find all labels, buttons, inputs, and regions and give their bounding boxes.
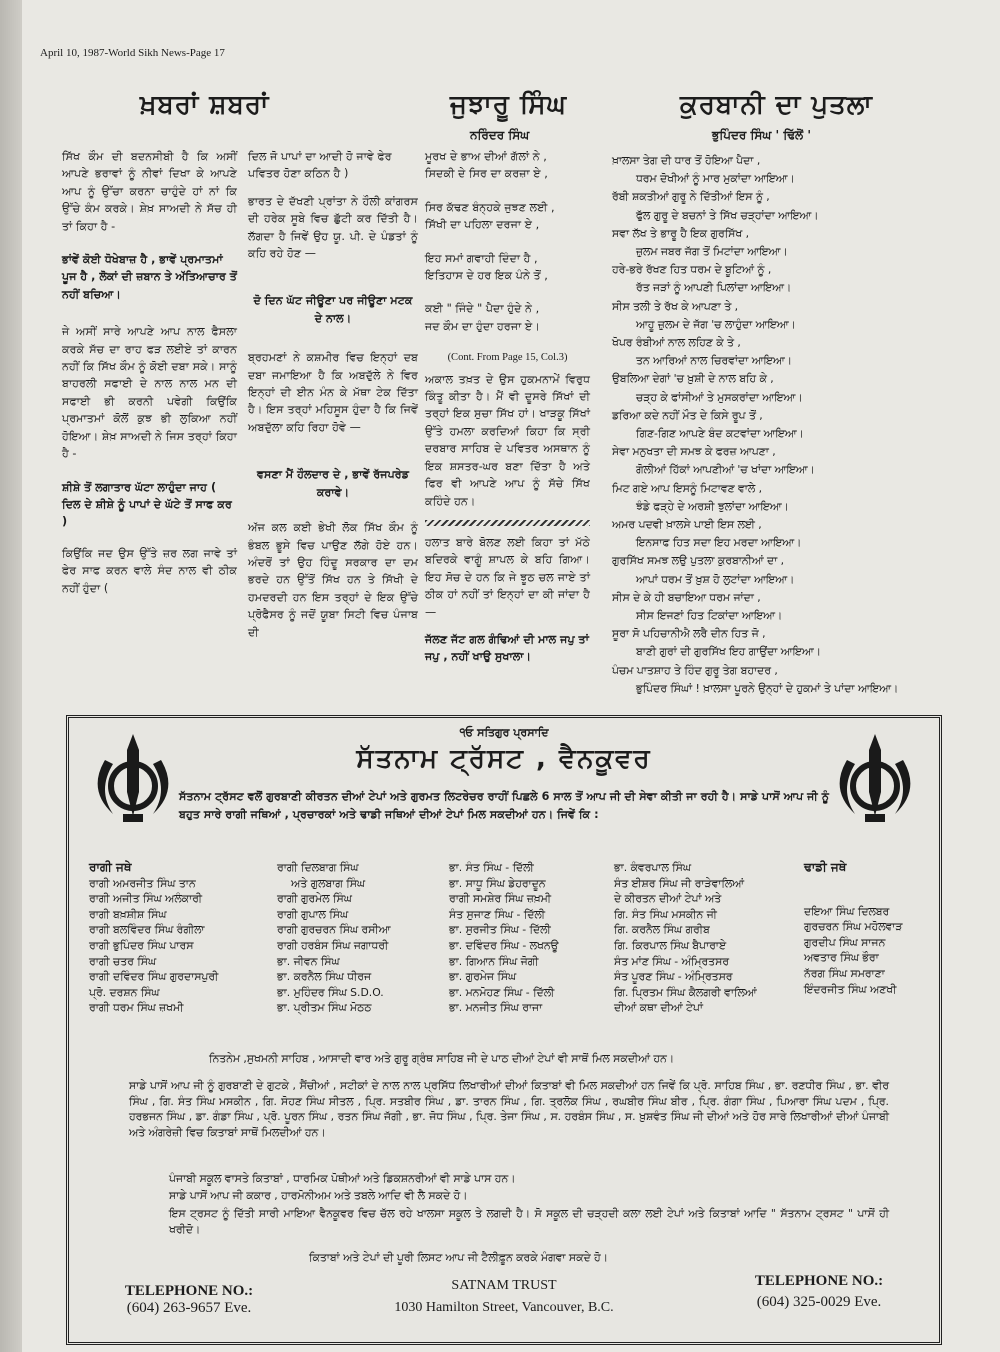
- list-item: ਗੁਰਦੀਪ ਸਿੰਘ ਸਾਜਨ: [804, 935, 886, 949]
- ragi-list-3: [449, 860, 619, 1016]
- ad-intro: ਸੱਤਨਾਮ ਟ੍ਰੱਸਟ ਵਲੋਂ ਗੁਰਬਾਣੀ ਕੀਰਤਨ ਦੀਆਂ ਟੇਪਾਂ ਅਤੇ ਗੁਰਮਤ ਲਿਟਰੇਚਰ ਰਾਹੀਂ ਪਿਛਲੇ 6 ਸਾਲ ਤੋਂ ਆਪ ਜੀ ਦੀ ਸੇਵਾ ਕੀਤੀ ਜਾ ਰਹੀ ਹੈ। ਸਾਡੇ ਪਾਸੋਂ ਆਪ ਜੀ ਨੂੰ ਬਹੁਤ ਸਾਰੇ ਰਾਗੀ ਜਥਿਆਂ , ਪ੍ਰਚਾਰਕਾਂ ਅਤੇ ਢਾਡੀ ਜਥਿਆਂ ਦੀਆਂ ਟੇਪਾਂ ਮਿਲ ਸਕਦੀਆਂ ਹਨ। ਜਿਵੇਂ ਕਿ :: [179, 790, 829, 821]
- ad-nitnem: ਨਿਤਨੇਮ ,ਸੁਖਮਨੀ ਸਾਹਿਬ , ਆਸਾਦੀ ਵਾਰ ਅਤੇ ਗੁਰੂ ਗ੍ਰੰਥ ਸਾਹਿਬ ਜੀ ਦੇ ਪਾਠ ਦੀਆਂ ਟੇਪਾਂ ਵੀ ਸਾਥੋਂ ਮਿਲ ਸਕਦੀਆਂ ਹਨ।: [209, 1052, 674, 1065]
- list-item: ਰਾਗੀ ਭੁਪਿੰਦਰ ਸਿੰਘ ਪਾਰਸ: [89, 938, 194, 952]
- list-item: ਸੰਤ ਈਸ਼ਰ ਸਿੰਘ ਜੀ ਰਾੜੇਵਾਲਿਆਂ: [614, 876, 744, 890]
- list-item: ਰਾਗੀ ਗੁਰਮੇਲ ਸਿੰਘ: [277, 892, 352, 906]
- trust-name: SATNAM TRUST: [451, 1278, 557, 1293]
- poem-line: ਰੱਬੀ ਸ਼ਕਤੀਆਂ ਗੁਰੂ ਨੇ ਦਿੱਤੀਆਂ ਇਸ ਨੂੰ ,: [612, 190, 770, 204]
- poem-line: ਜ਼ੁਲਮ ਜਬਰ ਜੱਗ ਤੋਂ ਮਿਟਾਂਦਾ ਆਇਆ।: [636, 245, 788, 259]
- poem-line: ਭੁਪਿੰਦਰ ਸਿੰਘਾਂ ! ਖ਼ਾਲਸਾ ਪੂਰਨੇ ਉਨ੍ਹਾਂ ਦੇ ਹੁਕਮਾਂ ਤੇ ਪਾਂਦਾ ਆਇਆ।: [636, 681, 899, 695]
- col3-byline: ਨਰਿੰਦਰ ਸਿੰਘ: [470, 128, 530, 142]
- poem-line: ਝੰਡੇ ਫੜ੍ਹੇ ਦੇ ਅਰਸ਼ੀ ਝੁਲਾਂਦਾ ਆਇਆ।: [636, 499, 789, 513]
- list-item: ਭਾ. ਸੰਤ ਸਿੰਘ - ਦਿੱਲੀ: [449, 861, 534, 874]
- list-item: ਗਿ. ਪ੍ਰਿਤਮ ਸਿੰਘ ਕੈਲਗਰੀ ਵਾਲਿਆਂ: [614, 985, 757, 999]
- poem-line: ਸੀਸ ਤਲੀ ਤੇ ਰੱਖ ਕੇ ਆਪਣਾ ਤੇ ,: [612, 299, 739, 313]
- dateline: April 10, 1987-World Sikh News-Page 17: [40, 47, 225, 59]
- list-item: ਰਾਗੀ ਗੁਪਾਲ ਸਿੰਘ: [277, 907, 348, 921]
- list-item: ਰਾਗੀ ਦਿਲਬਾਗ ਸਿੰਘ: [277, 861, 359, 874]
- col1-quote: ਸ਼ੀਸ਼ੇ ਤੋਂ ਲਗਾਤਾਰ ਘੱਟਾ ਲਾਹੁੰਦਾ ਜਾਹ ( ਦਿਲ ਦੇ ਸ਼ੀਸ਼ੇ ਨੂੰ ਪਾਪਾਂ ਦੇ ਘੱਟੇ ਤੋਂ ਸਾਫ ਕਰ ): [62, 480, 232, 529]
- ad-books: ਸਾਡੇ ਪਾਸੋਂ ਆਪ ਜੀ ਨੂੰ ਗੁਰਬਾਣੀ ਦੇ ਗੁਟਕੇ , ਸੈਂਚੀਆਂ , ਸਟੀਕਾਂ ਦੇ ਨਾਲ ਨਾਲ ਪ੍ਰਸਿੱਧ ਲਿਖਾਰੀਆਂ ਦੀਆਂ ਕਿਤਾਬਾਂ ਵੀ ਮਿਲ ਸਕਦੀਆਂ ਹਨ ਜਿਵੇਂ ਕਿ ਪ੍ਰੋ. ਸਾਹਿਬ ਸਿੰਘ , ਭਾ. ਰਣਧੀਰ ਸਿੰਘ , ਭਾ. ਵੀਰ ਸਿੰਘ , ਗਿ. ਸੰਤ ਸਿੰਘ ਮਸਕੀਨ , ਗਿ. ਸੋਹਣ ਸਿੰਘ ਸੀਤਲ , ਪ੍ਰਿ. ਸਤਬੀਰ ਸਿੰਘ , ਡਾ. ਤਾਰਨ ਸਿੰਘ , ਗਿ. ਤ੍ਰਲੋਕ ਸਿੰਘ , ਰਘਬੀਰ ਸਿੰਘ ਬੀਰ , ਪ੍ਰਿ. ਗੰਗਾ ਸਿੰਘ , ਪਿਆਰਾ ਸਿੰਘ ਪਦਮ , ਪ੍ਰਿ. ਹਰਭਜਨ ਸਿੰਘ , ਡਾ. ਗੰਡਾ ਸਿੰਘ , ਪ੍ਰੋ. ਪੂਰਨ ਸਿੰਘ , ਰਤਨ ਸਿੰਘ ਜੱਗੀ , ਭਾ. ਜੋਧ ਸਿੰਘ , ਪ੍ਰਿ. ਤੇਜਾ ਸਿੰਘ , ਸ. ਹਰਬੰਸ ਸਿੰਘ , ਸ. ਖ਼ੁਸ਼ਵੰਤ ਸਿੰਘ ਜੀ ਦੀਆਂ ਅਤੇ ਹੋਰ ਸਾਰੇ ਲਿਖਾਰੀਆਂ ਦੀਆਂ ਪੰਜਾਬੀ ਅਤੇ ਅੰਗਰੇਜ਼ੀ ਵਿਚ ਕਿਤਾਬਾਂ ਸਾਥੋਂ ਮਿਲਦੀਆਂ ਹਨ।: [129, 1079, 889, 1139]
- list-item: ਭਾ. ਸਾਧੂ ਸਿੰਘ ਡੇਹਰਾਦੂਨ: [449, 876, 546, 890]
- col3-poem-stanza: ਕਈ " ਜਿੰਦੇ " ਪੈਦਾ ਹੁੰਦੇ ਨੇ , ਜਦ ਕੌਮ ਦਾ ਹੁੰਦਾ ਹਰਜਾ ਏ।: [425, 302, 540, 333]
- list-item: ਭਾ. ਪ੍ਰੀਤਮ ਸਿੰਘ ਮੋਠਠ: [277, 1001, 372, 1015]
- list-item: ਭਾ. ਜੀਵਨ ਸਿੰਘ: [277, 954, 340, 968]
- col2-paragraph: ਅੱਜ ਕਲ ਕਈ ਭੇਖੀ ਲੋਕ ਸਿੱਖ ਕੌਮ ਨੂੰ ਭੰਬਲ ਭੂਸੇ ਵਿਚ ਪਾਉਣ ਲੱਗੇ ਹੋਏ ਹਨ। ਅੰਦਰੋਂ ਤਾਂ ਉਹ ਹਿੰਦੂ ਸਰਕਾਰ ਦਾ ਦਮ ਭਰਦੇ ਹਨ ਉੱਤੋਂ ਸਿੱਖ ਹਨ ਤੇ ਸਿੱਖੀ ਦੇ ਹਮਦਰਦੀ ਹਨ ਇਸ ਤਰ੍ਹਾਂ ਦੇ ਇਕ ਉੱਚੇ ਪ੍ਰੋਫੈਸਰ ਨੂੰ ਜਦੋਂ ਯੂਬਾ ਸਿਟੀ ਵਿਚ ਪੰਜਾਬ ਦੀ: [248, 521, 418, 639]
- col2-quote: ਵਸਣਾ ਮੈਂ ਹੌਲਦਾਰ ਦੇ , ਭਾਵੇਂ ਰੱਜਪਰੇਡ ਕਰਾਵੇ।: [256, 468, 410, 499]
- col3-paragraph: ਅਕਾਲ ਤਖ਼ਤ ਦੇ ਉਸ ਹੁਕਮਨਾਮੇਂ ਵਿਰੁਧ ਕਿੰਤੂ ਕੀਤਾ ਹੈ। ਮੈਂ ਵੀ ਦੂਸਰੇ ਸਿੱਖਾਂ ਦੀ ਤਰ੍ਹਾਂ ਇਕ ਸੁਚਾ ਸਿੱਖ ਹਾਂ। ਖਾੜਕੂ ਸਿੱਖਾਂ ਉੱਤੇ ਹਮਲਾ ਕਰਦਿਆਂ ਕਿਹਾ ਕਿ ਸ੍ਰੀ ਦਰਬਾਰ ਸਾਹਿਬ ਦੇ ਪਵਿਤਰ ਅਸਥਾਨ ਨੂੰ ਇਕ ਸ਼ਸਤਰ-ਘਰ ਬਣਾ ਦਿੱਤਾ ਹੈ ਅਤੇ ਫਿਰ ਵੀ ਆਪਣੇ ਆਪ ਨੂੰ ਸੱਚੇ ਸਿੱਖ ਕਹਿੰਦੇ ਹਨ।: [425, 372, 590, 508]
- list-item: ਭਾ. ਸੁਰਜੀਤ ਸਿੰਘ - ਦਿੱਲੀ: [449, 923, 551, 937]
- poem-line: ਸੀਸ ਦੇ ਕੇ ਹੀ ਬਚਾਇਆ ਧਰਮ ਜਾਂਦਾ ,: [612, 590, 761, 604]
- col3-article: [425, 148, 590, 676]
- col3-poem-stanza: ਇਹ ਸਮਾਂ ਗਵਾਹੀ ਦਿੰਦਾ ਹੈ , ਇਤਿਹਾਸ ਦੇ ਹਰ ਇਕ ਪੰਨੇ ਤੋਂ ,: [425, 251, 548, 283]
- col2-paragraph: ਭਾਰਤ ਦੇ ਦੱਖਣੀ ਪ੍ਰਾਂਤਾ ਨੇ ਹੌਲੀ ਕਾਂਗਰਸ ਦੀ ਹਰੇਕ ਸੂਬੇ ਵਿਚ ਛੁੱਟੀ ਕਰ ਦਿੱਤੀ ਹੈ। ਲੱਗਦਾ ਹੈ ਜਿਵੇਂ ਉਹ ਯੂ. ਪੀ. ਦੇ ਪੰਡਤਾਂ ਨੂੰ ਕਹਿ ਰਹੇ ਹੋਣ —: [248, 194, 418, 261]
- list-item: ਰਾਗੀ ਅਜੀਤ ਸਿੰਘ ਅਲੰਕਾਰੀ: [89, 892, 203, 906]
- poem-line: ਸਵਾ ਲੱਖ ਤੇ ਭਾਰੂ ਹੈ ਇਕ ਗੁਰਸਿੱਖ ,: [612, 226, 750, 240]
- dhadi-heading: ਢਾਡੀ ਜਥੇ: [804, 860, 847, 874]
- ad-phone-left: [79, 1283, 299, 1317]
- list-item: ਰਾਗੀ ਚਤਰ ਸਿੰਘ: [89, 954, 156, 968]
- poem-line: ਫੁੱਲ ਗੁਰੂ ਦੇ ਬਚਨਾਂ ਤੇ ਸਿੱਖ ਚੜ੍ਹਾਂਦਾ ਆਇਆ।: [636, 208, 819, 222]
- ad-address: [339, 1278, 669, 1316]
- list-item: ਭਾ. ਮੁਹਿੰਦਰ ਸਿੰਘ S.D.O.: [277, 985, 384, 999]
- list-item: ਇੰਦਰਜੀਤ ਸਿੰਘ ਅਣਖੀ: [804, 982, 897, 996]
- binding-edge: [0, 0, 22, 1352]
- ad-title: ਸੱਤਨਾਮ ਟ੍ਰੱਸਟ , ਵੈਨਕੂਵਰ: [356, 744, 652, 774]
- poem-line: ਡਰਿਆ ਕਦੇ ਨਹੀਂ ਮੌਤ ਦੇ ਕਿਸੇ ਰੂਪ ਤੋਂ ,: [612, 408, 763, 422]
- col1-quote: ਭਾਂਵੇਂ ਕੋਈ ਧੋਖੇਬਾਜ਼ ਹੈ , ਭਾਵੇਂ ਪ੍ਰਮਾਤਮਾਂ ਪੂਜ ਹੈ , ਲੋਕਾਂ ਦੀ ਜ਼ਬਾਨ ਤੇ ਅੱਤਿਆਚਾਰ ਤੋਂ ਨਹੀਂ ਬਚਿਆ।: [62, 253, 237, 301]
- ragi-heading: ਰਾਗੀ ਜਥੇ: [89, 860, 132, 874]
- poem-line: ਚੜ੍ਹ ਕੇ ਫਾਂਸੀਆਂ ਤੇ ਮੁਸਕਰਾਂਦਾ ਆਇਆ।: [636, 390, 803, 404]
- list-item: ਰਾਗੀ ਸਮਸ਼ੇਰ ਸਿੰਘ ਜ਼ਖ਼ਮੀ: [449, 892, 551, 906]
- col1-paragraph: ਕਿਉਂਕਿ ਜਦ ਉਸ ਉੱਤੇ ਜ਼ਰ ਲਗ ਜਾਵੇ ਤਾਂ ਫੇਰ ਸਾਫ ਕਰਨ ਵਾਲੇ ਸੰਦ ਨਾਲ ਵੀ ਠੀਕ ਨਹੀਂ ਹੁੰਦਾ (: [62, 546, 237, 595]
- list-item: ਰਾਗੀ ਗੁਰਚਰਨ ਸਿੰਘ ਰਸੀਆ: [277, 923, 391, 937]
- poem-line: ਹਰੇ-ਭਰੇ ਰੱਖਣ ਹਿਤ ਧਰਮ ਦੇ ਬੂਟਿਆਂ ਨੂੰ ,: [612, 263, 772, 277]
- list-item: ਸੰਤ ਸੁਜਾਣ ਸਿੰਘ - ਦਿੱਲੀ: [449, 907, 545, 921]
- poem-line: ਉਬਲਿਆ ਦੇਗਾਂ 'ਚ ਖ਼ੁਸ਼ੀ ਦੇ ਨਾਲ ਬਹਿ ਕੇ ,: [612, 372, 774, 386]
- list-item: ਸੰਤ ਪੂਰਣ ਸਿੰਘ - ਅੰਮ੍ਰਿਤਸਰ: [614, 970, 733, 984]
- ragi-list-2: [277, 860, 447, 1016]
- list-item: ਰਾਗੀ ਬਖ਼ਸ਼ੀਸ਼ ਸਿੰਘ: [89, 907, 167, 921]
- list-item: ਰਾਗੀ ਬਲਵਿੰਦਰ ਸਿੰਘ ਰੰਗੀਲਾ: [89, 923, 205, 937]
- phone-number: (604) 263-9657 Eve.: [126, 1300, 252, 1316]
- col1-article: [62, 148, 237, 607]
- list-item: ਨੱਰਗ ਸਿੰਘ ਸਮਰਾਣਾ: [804, 966, 885, 980]
- list-item: ਗਿ. ਕਿਰਪਾਲ ਸਿੰਘ ਬੈਪਾਰਾਏ: [614, 938, 727, 952]
- list-item: ਸੰਤ ਮਾਂਣ ਸਿੰਘ - ਅੰਮ੍ਰਿਤਸਰ: [614, 954, 729, 968]
- col3-poem-stanza: ਮੂਰਖ ਦੇ ਭਾਅ ਦੀਆਂ ਗੱਲਾਂ ਨੇ , ਸਿਦਕੀ ਦੇ ਸਿਰ ਦਾ ਕਰਜ਼ਾ ਏ ,: [425, 150, 548, 181]
- list-item: ਗਿ. ਸੰਤ ਸਿੰਘ ਮਸਕੀਨ ਜੀ: [614, 907, 717, 921]
- poem-line: ਖੋਪਰ ਰੰਬੀਆਂ ਨਾਲ ਲਹਿਣ ਕੇ ਤੇ ,: [612, 336, 741, 350]
- poem-line: ਸੀਸ ਇਜਣਾਂ ਹਿਤ ਟਿਕਾਂਦਾ ਆਇਆ।: [636, 609, 783, 623]
- list-item: ਦੇ ਕੀਰਤਨ ਦੀਆਂ ਟੇਪਾਂ ਅਤੇ: [614, 892, 722, 906]
- col3-poem-stanza: ਸਿਰ ਕੱਢਣ ਬੰਨ੍ਹਕੇ ਜੁਝਣ ਲਈ , ਸਿੱਖੀ ਦਾ ਪਹਿਲਾ ਦਰਜਾ ਏ ,: [425, 200, 555, 232]
- col4-byline: ਭੁਪਿੰਦਰ ਸਿੰਘ ' ਢਿੱਲੋਂ ': [712, 128, 811, 142]
- list-item: ਰਾਗੀ ਧਰਮ ਸਿੰਘ ਜ਼ਖਮੀ: [89, 1001, 184, 1015]
- poem-line: ਆਪਾਂ ਧਰਮ ਤੋਂ ਖ਼ੁਸ਼ ਹੋ ਲੁਟਾਂਦਾ ਆਇਆ।: [636, 572, 795, 586]
- list-item: ਅਵਤਾਰ ਸਿੰਘ ਭੌਰਾ: [804, 951, 879, 965]
- list-item: ਰਾਗੀ ਹਰਬੰਸ ਸਿੰਘ ਜਗਾਧਰੀ: [277, 938, 389, 952]
- list-item: ਅਤੇ ਗੁਲਬਾਗ ਸਿੰਘ: [291, 876, 365, 890]
- poem-line: ਪੰਚਮ ਪਾਤਸ਼ਾਹ ਤੇ ਹਿੰਦ ਗੁਰੂ ਤੇਗ ਬਹਾਦਰ ,: [612, 663, 778, 677]
- poem-line: ਬਾਣੀ ਗੁਰਾਂ ਦੀ ਗੁਰਸਿੱਖ ਇਹ ਗਾਉਂਦਾ ਆਇਆ।: [636, 645, 821, 659]
- col2-paragraph: ਦਿਲ ਜੋ ਪਾਪਾਂ ਦਾ ਆਦੀ ਹੋ ਜਾਵੇ ਫੇਰ ਪਵਿਤਰ ਹੋਣਾ ਕਠਿਨ ਹੈ ): [248, 150, 392, 181]
- list-item: ਰਾਗੀ ਦਵਿੰਦਰ ਸਿੰਘ ਗੁਰਦਾਸਪੁਰੀ: [89, 970, 219, 984]
- list-item: ਭਾ. ਕਰਨੈਲ ਸਿੰਘ ਧੀਰਜ: [277, 970, 372, 984]
- poem-line: ਮਿਟ ਗਏ ਆਪ ਇਸਨੂੰ ਮਿਟਾਵਣ ਵਾਲੇ ,: [612, 481, 763, 495]
- dhadi-list: [804, 860, 929, 997]
- ragi-list: [89, 860, 279, 1016]
- section-divider: [425, 520, 590, 526]
- continuation-note: (Cont. From Page 15, Col.3): [447, 352, 568, 364]
- poem-line: ਇਨਸਾਫ ਹਿਤ ਸਦਾ ਇਹ ਮਰਦਾ ਆਇਆ।: [636, 536, 802, 550]
- poem-line: ਖ਼ਾਲਸਾ ਤੇਗ ਦੀ ਧਾਰ ਤੋਂ ਹੋਇਆ ਪੈਦਾ ,: [612, 154, 761, 167]
- poem-line: ਤਨ ਆਰਿਆਂ ਨਾਲ ਚਿਰਵਾਂਦਾ ਆਇਆ।: [636, 354, 792, 368]
- poem-line: ਗੋਲੀਆਂ ਹਿੱਕਾਂ ਆਪਣੀਆਂ 'ਚ ਖਾਂਦਾ ਆਇਆ।: [636, 463, 815, 477]
- col3-quote: ਜੱਲਣ ਜੱਟ ਗਲ ਗੰਢਿਆਂ ਦੀ ਮਾਲ ਜਪੁ ਤਾਂ ਜਪੁ , ਨਹੀਂ ਖਾਉ ਸੁਖਾਲਾ।: [425, 632, 589, 664]
- poem-line: ਆਹੂ ਜ਼ੁਲਮ ਦੇ ਜੱਗ 'ਚ ਲਾਹੁੰਦਾ ਆਇਆ।: [636, 317, 796, 331]
- col2-quote: ਦੋ ਦਿਨ ਘੱਟ ਜੀਊਣਾ ਪਰ ਜੀਊਣਾ ਮਟਕ ਦੇ ਨਾਲ।: [253, 294, 413, 325]
- list-item: ਰਾਗੀ ਅਮਰਜੀਤ ਸਿੰਘ ਤਾਨ: [89, 876, 196, 890]
- satnam-trust-advertisement: [66, 715, 942, 1345]
- col3-title: ਜੁਝਾਰੂ ਸਿੰਘ: [450, 90, 567, 120]
- ad-school: ਪੰਜਾਬੀ ਸਕੂਲ ਵਾਸਤੇ ਕਿਤਾਬਾਂ , ਧਾਰਮਿਕ ਪੋਥੀਆਂ ਅਤੇ ਡਿਕਸ਼ਨਰੀਆਂ ਵੀ ਸਾਡੇ ਪਾਸ ਹਨ।: [169, 1172, 516, 1185]
- trust-address: 1030 Hamilton Street, Vancouver, B.C.: [394, 1300, 614, 1315]
- poem-line: ਰੱਤ ਜੜਾਂ ਨੂੰ ਆਪਣੀ ਪਿਲਾਂਦਾ ਆਇਆ।: [636, 281, 792, 295]
- col4-poem: [612, 152, 942, 698]
- poem-line: ਧਰਮ ਦੋਖੀਆਂ ਨੂੰ ਮਾਰ ਮੁਕਾਂਦਾ ਆਇਆ।: [636, 172, 795, 186]
- phone-label: TELEPHONE NO.:: [124, 1283, 254, 1299]
- col2-paragraph: ਬ੍ਰਹਮਣਾਂ ਨੇ ਕਸ਼ਮੀਰ ਵਿਚ ਇਨ੍ਹਾਂ ਦਬ ਦਬਾ ਜਮਾਇਆ ਹੈ ਕਿ ਅਬਦੁੱਲੇ ਨੇ ਵਿਰ ਇਨ੍ਹਾਂ ਦੀ ਈਨ ਮੰਨ ਕੇ ਮੱਥਾ ਟੇਕ ਦਿੱਤਾ ਹੈ। ਇਸ ਤਰ੍ਹਾਂ ਮਹਿਸੂਸ ਹੁੰਦਾ ਹੈ ਕਿ ਜਿਵੇਂ ਅਬਦੁੱਲਾ ਕਹਿ ਰਿਹਾ ਹੋਵੇ —: [248, 351, 418, 434]
- list-item: ਗੁਰਚਰਨ ਸਿੰਘ ਮਹੋਲਵਾੜ: [804, 920, 903, 934]
- col1-paragraph: ਜੇ ਅਸੀਂ ਸਾਰੇ ਆਪਣੇ ਆਪ ਨਾਲ ਫੈਸਲਾ ਕਰਕੇ ਸੱਚ ਦਾ ਰਾਹ ਫੜ ਲਈਏ ਤਾਂ ਕਾਰਨ ਨਹੀਂ ਕਿ ਸਿੱਖ ਕੌਮ ਨੂੰ ਕੋਈ ਦਬਾ ਸਕੇ। ਸਾਨੂੰ ਬਾਹਰਲੀ ਸਫਾਈ ਦੇ ਨਾਲ ਨਾਲ ਮਨ ਦੀ ਸਫਾਈ ਭੀ ਕਰਨੀ ਪਵੇਗੀ ਕਿਉਂਕਿ ਪ੍ਰਮਾਤਮਾਂ ਕੋਲੋਂ ਕੁਝ ਭੀ ਲੁਕਿਆ ਨਹੀਂ ਹੋਇਆ। ਸ਼ੇਖ਼ ਸਾਅਦੀ ਨੇ ਜਿਸ ਤਰ੍ਹਾਂ ਕਿਹਾ ਹੈ -: [62, 325, 237, 461]
- poem-line: ਅਮਰ ਪਦਵੀ ਖ਼ਾਲਸੇ ਪਾਈ ਇਸ ਲਈ ,: [612, 518, 762, 532]
- ad-phone-right: [709, 1273, 929, 1311]
- katha-list: [614, 860, 804, 1016]
- ad-list-note: ਕਿਤਾਬਾਂ ਅਤੇ ਟੇਪਾਂ ਦੀ ਪੂਰੀ ਲਿਸਟ ਆਪ ਜੀ ਟੈਲੀਫ਼ੂਨ ਕਰਕੇ ਮੰਗਵਾ ਸਕਦੇ ਹੋ।: [309, 1251, 608, 1264]
- ad-trust: ਇਸ ਟ੍ਰਸਟ ਨੂੰ ਦਿੱਤੀ ਸਾਰੀ ਮਾਇਆ ਵੈਨਕੂਵਰ ਵਿਚ ਚੱਲ ਰਹੇ ਖਾਲਸਾ ਸਕੂਲ ਤੇ ਲਗਦੀ ਹੈ। ਸੋ ਸਕੂਲ ਦੀ ਚੜ੍ਹਦੀ ਕਲਾ ਲਈ ਟੇਪਾਂ ਅਤੇ ਕਿਤਾਬਾਂ ਆਦਿ " ਸੱਤਨਾਮ ਟ੍ਰਸਟ " ਪਾਸੋਂ ਹੀ ਖਰੀਦੋ।: [169, 1207, 889, 1236]
- list-item: ਭਾ. ਗਿਆਨ ਸਿੰਘ ਜੋਗੀ: [449, 954, 539, 968]
- poem-line: ਗਿਣ-ਗਿਣ ਆਪਣੇ ਬੰਦ ਕਟਵਾਂਦਾ ਆਇਆ।: [636, 427, 804, 441]
- list-item: ਪ੍ਰੋ. ਦਰਸ਼ਨ ਸਿੰਘ: [89, 985, 160, 999]
- list-item: ਗਿ. ਕਰਨੈਲ ਸਿੰਘ ਗਰੀਬ: [614, 923, 710, 937]
- list-item: ਦੀਆਂ ਕਥਾ ਦੀਆਂ ਟੇਪਾਂ: [614, 1001, 703, 1015]
- list-item: ਭਾ. ਗੁਰਮੇਜ ਸਿੰਘ: [449, 970, 517, 984]
- col3-paragraph: ਹਲਾਤ ਬਾਰੇ ਬੋਲਣ ਲਈ ਕਿਹਾ ਤਾਂ ਮੱਠੇ ਬਦਿਰਕੇ ਵਾਗੂੰ ਸ਼ਾਪਲ ਕੇ ਬਹਿ ਗਿਆ। ਇਹ ਸੋਚ ਦੇ ਹਨ ਕਿ ਜੇ ਝੂਠ ਚਲ ਜਾਏ ਤਾਂ ਠੀਕ ਹਾਂ ਨਹੀਂ ਤਾਂ ਇਨ੍ਹਾਂ ਦਾ ਕੀ ਜਾਂਦਾ ਹੈ —: [425, 535, 590, 619]
- col4-title: ਕੁਰਬਾਨੀ ਦਾ ਪੁਤਲਾ: [680, 90, 873, 120]
- list-item: ਭਾ. ਮਨਜੀਤ ਸਿੰਘ ਰਾਜਾ: [449, 1001, 543, 1015]
- list-item: ਭਾ. ਮਨਮੋਹਣ ਸਿੰਘ - ਦਿੱਲੀ: [449, 985, 555, 999]
- phone-label: TELEPHONE NO.:: [754, 1273, 884, 1289]
- poem-line: ਗੁਰਸਿੱਖ ਸਮਝ ਲਉ ਪੁਤਲਾ ਕੁਰਬਾਨੀਆਂ ਦਾ ,: [612, 554, 785, 568]
- col1-title: ਖ਼ਬਰਾਂ ਸ਼ਬਰਾਂ: [140, 90, 270, 120]
- col2-article: [248, 148, 418, 651]
- list-item: ਦਇਆ ਸਿੰਘ ਦਿਲਬਰ: [804, 904, 890, 918]
- col1-paragraph: ਸਿੱਖ ਕੌਮ ਦੀ ਬਦਨਸੀਬੀ ਹੈ ਕਿ ਅਸੀਂ ਆਪਣੇ ਭਰਾਵਾਂ ਨੂੰ ਨੀਵਾਂ ਦਿਖਾ ਕੇ ਆਪਣੇ ਆਪ ਨੂੰ ਉੱਚਾ ਕਰਨਾ ਚਾਹੁੰਦੇ ਹਾਂ ਨਾਂ ਕਿ ਉੱਚੇ ਕੰਮ ਕਰਕੇ। ਸ਼ੇਖ਼ ਸਾਅਦੀ ਨੇ ਸੱਚ ਹੀ ਤਾਂ ਕਿਹਾ ਹੈ -: [62, 150, 237, 233]
- ad-invocation: ੧ਓ ਸਤਿਗੁਰ ਪ੍ਰਸਾਦਿ: [459, 726, 549, 739]
- list-item: ਭਾ. ਦਵਿੰਦਰ ਸਿੰਘ - ਲਖਨਊ: [449, 938, 559, 952]
- ad-items: ਸਾਡੇ ਪਾਸੋਂ ਆਪ ਜੀ ਕਕਾਰ , ਹਾਰਮੋਨੀਅਮ ਅਤੇ ਤਬਲੇ ਆਦਿ ਵੀ ਲੈ ਸਕਦੇ ਹੋ।: [169, 1189, 468, 1202]
- poem-line: ਸੂਰਾ ਸੋ ਪਹਿਚਾਨੀਐ ਲਰੈ ਦੀਨ ਹਿਤ ਜੋ ,: [612, 627, 766, 641]
- list-item: ਭਾ. ਕੰਵਰਪਾਲ ਸਿੰਘ: [614, 861, 691, 874]
- poem-line: ਸੇਵਾ ਮਨੁਖਤਾ ਦੀ ਸਮਝ ਕੇ ਫਰਜ਼ ਆਪਣਾ ,: [612, 445, 776, 459]
- phone-number: (604) 325-0029 Eve.: [756, 1294, 882, 1310]
